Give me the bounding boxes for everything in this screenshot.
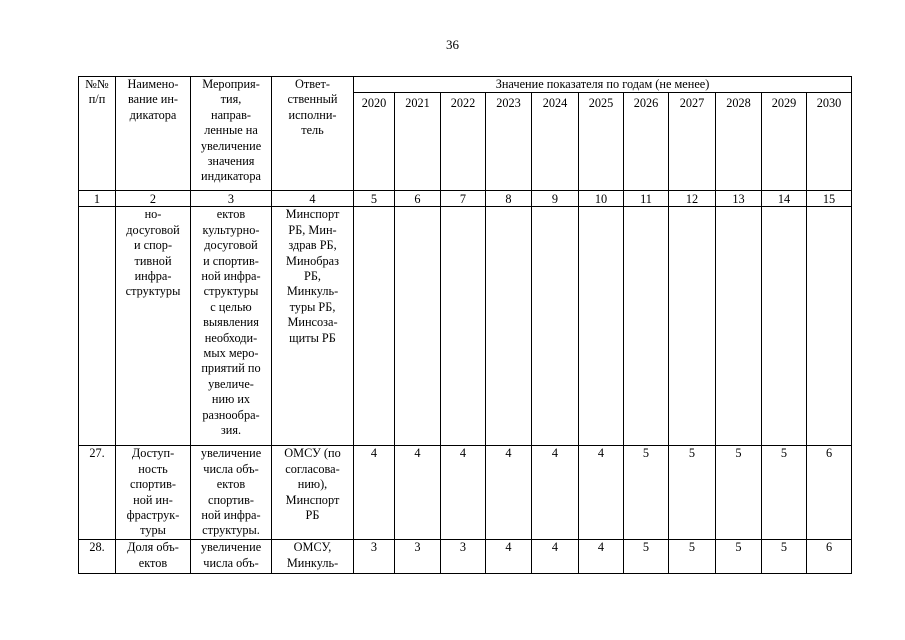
header-num: №№ п/п (79, 77, 116, 191)
column-number: 5 (354, 191, 395, 207)
value-cell: 4 (579, 540, 624, 574)
column-number: 9 (532, 191, 579, 207)
measure-text: увеличение числа объ- ектов спортив- ной инфра- структуры. (191, 446, 272, 540)
value-cell (354, 207, 395, 446)
column-number: 3 (191, 191, 272, 207)
value-cell (669, 207, 716, 446)
value-cell (395, 207, 441, 446)
header-year: 2022 (441, 93, 486, 191)
header-year: 2021 (395, 93, 441, 191)
value-cell (716, 207, 762, 446)
column-number: 12 (669, 191, 716, 207)
value-cell: 4 (532, 446, 579, 540)
responsible-text: ОМСУ (по согласова- нию), Минспорт РБ (272, 446, 354, 540)
value-cell: 5 (716, 540, 762, 574)
responsible-text: Минспорт РБ, Мин- здрав РБ, Минобраз РБ, Минкуль- туры РБ, Минсоза- щиты РБ (272, 207, 354, 446)
header-indicator-name: Наимено- вание ин- дикатора (116, 77, 191, 191)
value-cell (762, 207, 807, 446)
value-cell: 3 (354, 540, 395, 574)
value-cell: 5 (669, 540, 716, 574)
value-cell: 3 (395, 540, 441, 574)
column-number: 8 (486, 191, 532, 207)
header-year: 2020 (354, 93, 395, 191)
value-cell (624, 207, 669, 446)
column-number: 1 (79, 191, 116, 207)
column-number: 14 (762, 191, 807, 207)
column-number: 15 (807, 191, 852, 207)
table-row (79, 207, 852, 446)
value-cell: 5 (716, 446, 762, 540)
indicator-name: но- досуговой и спор- тивной инфра- структуры (116, 207, 191, 446)
header-year: 2030 (807, 93, 852, 191)
value-cell: 4 (486, 540, 532, 574)
value-cell: 5 (762, 446, 807, 540)
page-number: 36 (446, 37, 459, 52)
table-row (79, 446, 852, 540)
header-year: 2026 (624, 93, 669, 191)
header-year: 2025 (579, 93, 624, 191)
indicator-table (78, 76, 852, 574)
value-cell: 3 (441, 540, 486, 574)
value-cell (807, 207, 852, 446)
value-cell: 5 (624, 446, 669, 540)
column-number: 4 (272, 191, 354, 207)
value-cell: 5 (762, 540, 807, 574)
value-cell: 4 (579, 446, 624, 540)
header-year: 2029 (762, 93, 807, 191)
header-measures: Мероприя- тия, направ- ленные на увеличение значения индикатора (191, 77, 272, 191)
value-cell: 4 (532, 540, 579, 574)
header-responsible: Ответ- ственный исполни- тель (272, 77, 354, 191)
value-cell (441, 207, 486, 446)
column-number: 13 (716, 191, 762, 207)
value-cell: 6 (807, 446, 852, 540)
measure-text: увеличение числа объ- (191, 540, 272, 574)
indicator-name: Доля объ- ектов (116, 540, 191, 574)
responsible-text: ОМСУ, Минкуль- (272, 540, 354, 574)
value-cell: 4 (486, 446, 532, 540)
header-year: 2028 (716, 93, 762, 191)
header-values-title: Значение показателя по годам (не менее) (354, 77, 852, 93)
value-cell (486, 207, 532, 446)
column-number-row (79, 191, 852, 207)
value-cell: 6 (807, 540, 852, 574)
value-cell (532, 207, 579, 446)
column-number: 6 (395, 191, 441, 207)
column-number: 2 (116, 191, 191, 207)
indicator-name: Доступ- ность спортив- ной ин- фраструк- туры (116, 446, 191, 540)
header-year: 2027 (669, 93, 716, 191)
measure-text: ектов культурно- досуговой и спортив- ной инфра- структуры с целью выявления необходи- мых меро- приятий по увеличе- нию их разнообра- зия. (191, 207, 272, 446)
value-cell: 5 (669, 446, 716, 540)
row-number (79, 207, 116, 446)
header-year: 2024 (532, 93, 579, 191)
column-number: 11 (624, 191, 669, 207)
row-number: 28. (79, 540, 116, 574)
table-row (79, 540, 852, 574)
value-cell: 4 (441, 446, 486, 540)
column-number: 7 (441, 191, 486, 207)
value-cell (579, 207, 624, 446)
row-number: 27. (79, 446, 116, 540)
value-cell: 4 (395, 446, 441, 540)
value-cell: 4 (354, 446, 395, 540)
header-year: 2023 (486, 93, 532, 191)
column-number: 10 (579, 191, 624, 207)
value-cell: 5 (624, 540, 669, 574)
